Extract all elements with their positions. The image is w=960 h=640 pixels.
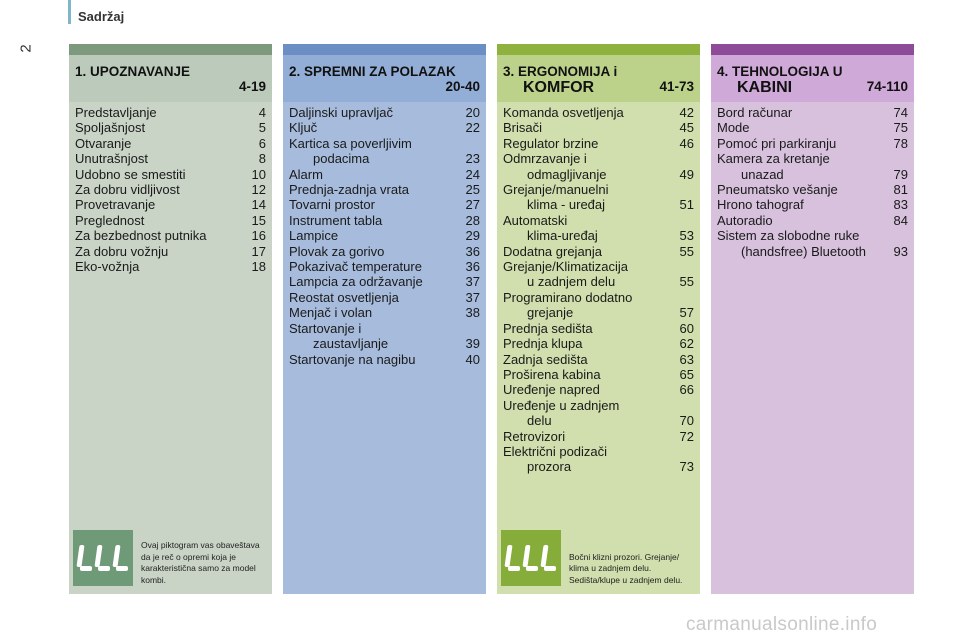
toc-entry[interactable]: [503, 336, 694, 351]
toc-entry-label-line1: Spoljašnjost: [75, 120, 146, 136]
toc-entry-label-line1: Preglednost: [75, 212, 145, 228]
toc-entry-page: 45: [679, 120, 694, 136]
section-ergonomija-i-komfor: [497, 44, 700, 594]
toc-entry[interactable]: [503, 382, 694, 397]
toc-entry-label: [289, 321, 458, 352]
toc-entry-label-line1: Ključ: [289, 120, 318, 136]
toc-entry-label: [75, 136, 244, 151]
toc-entry[interactable]: [503, 182, 694, 213]
toc-entry-label: [289, 105, 458, 120]
toc-entry-page: 81: [893, 182, 908, 198]
toc-entry-label: [717, 136, 886, 151]
toc-entry-label: [289, 290, 458, 305]
toc-entry[interactable]: [75, 167, 266, 182]
toc-entry-label-line1: Kamera za kretanje: [717, 151, 830, 167]
toc-list: [283, 102, 486, 367]
toc-entry[interactable]: [503, 367, 694, 382]
toc-entry[interactable]: [75, 228, 266, 243]
toc-entry[interactable]: [717, 228, 908, 259]
toc-entry-label-line1: Lampcia za održavanje: [289, 274, 423, 290]
toc-entry-label-line1: Menjač i volan: [289, 305, 373, 321]
toc-entry-page: 63: [679, 351, 694, 367]
toc-entry-page: 28: [465, 212, 480, 228]
toc-entry[interactable]: [75, 197, 266, 212]
toc-entry-label-line1: Prednja-zadnja vrata: [289, 182, 409, 198]
toc-entry-page: 93: [893, 243, 908, 259]
page-title: Sadržaj: [78, 9, 125, 24]
toc-entry[interactable]: [717, 136, 908, 151]
toc-entry-page: 36: [465, 243, 480, 259]
seats-pictogram-icon: [501, 530, 561, 586]
toc-entry-page: 55: [679, 243, 694, 259]
toc-entry-label-line1: Pneumatsko vešanje: [717, 182, 838, 198]
toc-entry-label-line1: Pomoć pri parkiranju: [717, 135, 837, 151]
toc-entry-label-line2: u zadnjem delu: [527, 274, 616, 290]
toc-entry-page: 5: [258, 120, 266, 136]
toc-entry-label-line1: Lampice: [289, 228, 339, 244]
toc-entry-label-line2: zaustavljanje: [313, 336, 389, 352]
toc-entry-label: [717, 213, 886, 228]
note-kombi: [73, 530, 263, 586]
toc-entry-label-line1: Pokazivač temperature: [289, 259, 422, 275]
toc-entry[interactable]: [75, 151, 266, 166]
toc-entry[interactable]: [289, 305, 480, 320]
toc-entry-page: 60: [679, 320, 694, 336]
toc-entry-label-line1: Grejanje/Klimatizacija: [503, 259, 628, 275]
toc-entry-page: 70: [679, 413, 694, 429]
toc-entry-label-line1: Instrument tabla: [289, 212, 383, 228]
page-number: 2: [17, 44, 35, 53]
toc-entry[interactable]: [503, 321, 694, 336]
toc-entry[interactable]: [503, 151, 694, 182]
toc-entry-page: 10: [251, 166, 266, 182]
toc-entry-page: 73: [679, 459, 694, 475]
section-color-strip: [711, 44, 914, 55]
toc-entry-page: 24: [465, 166, 480, 182]
toc-entry[interactable]: [75, 136, 266, 151]
toc-entry-label: [289, 167, 458, 182]
section-upoznavanje: [69, 44, 272, 594]
toc-entry-label: [717, 120, 886, 135]
watermark-text: carmanualsonline.info: [686, 614, 878, 635]
toc-entry-label-line2: podacima: [313, 151, 370, 167]
toc-entry[interactable]: [75, 105, 266, 120]
toc-entry-label-line1: Reostat osvetljenja: [289, 289, 399, 305]
toc-entry-page: 51: [679, 197, 694, 213]
section-title[interactable]: [283, 55, 486, 102]
toc-entry-label: [289, 182, 458, 197]
toc-entry-label-line2: klima - uređaj: [527, 197, 606, 213]
toc-entry-page: 40: [465, 351, 480, 367]
section-title[interactable]: [69, 55, 272, 102]
toc-entry-page: 55: [679, 274, 694, 290]
toc-entry[interactable]: [503, 398, 694, 429]
toc-entry-label-line1: Startovanje i: [289, 320, 362, 336]
toc-entry-page: 8: [258, 151, 266, 167]
toc-entry-label: [289, 213, 458, 228]
toc-entry-label: [503, 367, 672, 382]
section-title-text-line2: KABINI: [737, 79, 793, 96]
toc-entry[interactable]: [289, 136, 480, 167]
toc-entry[interactable]: [289, 259, 480, 274]
note-text: Ovaj piktogram vas obaveštava da je reč o opremi koja je karakteristična samo za model kombi.: [141, 540, 260, 585]
toc-entry[interactable]: [75, 182, 266, 197]
toc-entry[interactable]: [717, 151, 908, 182]
toc-entry-label: [289, 274, 458, 289]
toc-list: [711, 102, 914, 259]
toc-entry-label-line1: Eko-vožnja: [75, 259, 140, 275]
toc-entry-page: 16: [251, 228, 266, 244]
toc-entry[interactable]: [503, 259, 694, 290]
toc-entry-label: [75, 182, 244, 197]
section-page-range: 74-110: [866, 79, 908, 94]
toc-entry[interactable]: [717, 197, 908, 212]
toc-entry-label: [503, 382, 672, 397]
toc-entry[interactable]: [503, 429, 694, 444]
section-spremni-za-polazak: [283, 44, 486, 594]
toc-entry-page: 37: [465, 289, 480, 305]
toc-entry[interactable]: [503, 136, 694, 151]
toc-entry-page: 75: [893, 120, 908, 136]
toc-entry-label-line2: grejanje: [527, 305, 574, 321]
toc-entry-page: 18: [251, 259, 266, 275]
toc-entry-label: [503, 336, 672, 351]
toc-entry-label: [289, 197, 458, 212]
toc-entry[interactable]: [717, 182, 908, 197]
section-color-strip: [69, 44, 272, 55]
toc-entry-label-line1: Prednja klupa: [503, 336, 583, 352]
toc-entry-label-line1: Dodatna grejanja: [503, 243, 603, 259]
toc-entry-page: 29: [465, 228, 480, 244]
toc-entry-label: [75, 197, 244, 212]
toc-entry-label-line1: Automatski: [503, 212, 568, 228]
toc-entry-label: [503, 151, 672, 182]
section-page-range: 20-40: [445, 79, 480, 94]
toc-entry-page: 39: [465, 336, 480, 352]
toc-entry-label: [289, 305, 458, 320]
section-title-text-line2: KOMFOR: [523, 79, 595, 96]
toc-entry-page: 57: [679, 305, 694, 321]
toc-entry-label-line2: klima-uređaj: [527, 228, 598, 244]
toc-entry-label: [289, 244, 458, 259]
toc-entry[interactable]: [289, 228, 480, 243]
section-tehnologija-u-kabini: [711, 44, 914, 594]
toc-entry-label: [717, 197, 886, 212]
toc-entry-page: 37: [465, 274, 480, 290]
section-title[interactable]: [497, 55, 700, 102]
toc-entry-page: 66: [679, 382, 694, 398]
seats-pictogram-icon: [73, 530, 133, 586]
toc-entry-label-line1: Autoradio: [717, 212, 773, 228]
toc-entry[interactable]: [503, 244, 694, 259]
toc-entry-page: 23: [465, 151, 480, 167]
toc-entry-label-line1: Unutrašnjost: [75, 151, 148, 167]
toc-entry-page: 78: [893, 135, 908, 151]
toc-entry[interactable]: [75, 120, 266, 135]
toc-entry-label-line1: Programirano dodatno: [503, 289, 633, 305]
section-color-strip: [497, 44, 700, 55]
toc-entry-label-line1: Zadnja sedišta: [503, 351, 588, 367]
toc-entry-page: 25: [465, 182, 480, 198]
toc-entry-label: [289, 120, 458, 135]
toc-entry-label-line1: Mode: [717, 120, 750, 136]
toc-entry-label: [503, 136, 672, 151]
toc-entry-label-line2: prozora: [527, 459, 572, 475]
toc-entry[interactable]: [289, 167, 480, 182]
section-page-range: 4-19: [238, 79, 266, 94]
toc-entry[interactable]: [75, 244, 266, 259]
toc-entry-label-line2: unazad: [741, 166, 784, 182]
toc-entry-label-line1: Uređenje u zadnjem: [503, 397, 620, 413]
toc-entry[interactable]: [717, 120, 908, 135]
toc-entry-page: 49: [679, 166, 694, 182]
section-page-range: 41-73: [659, 79, 694, 94]
toc-entry-label: [503, 444, 672, 475]
toc-entry-label: [289, 136, 458, 167]
section-color-strip: [283, 44, 486, 55]
toc-entry-label: [503, 213, 672, 244]
toc-entry[interactable]: [717, 213, 908, 228]
toc-entry-label: [75, 228, 244, 243]
toc-entry-label: [75, 259, 244, 274]
section-title-text: 3. ERGONOMIJA i: [503, 64, 618, 79]
toc-entry-label-line1: Sistem za slobodne ruke: [717, 228, 860, 244]
toc-entry-label-line1: Regulator brzine: [503, 135, 599, 151]
toc-entry-label: [503, 120, 672, 135]
toc-entry-page: 84: [893, 212, 908, 228]
toc-entry-label: [75, 244, 244, 259]
toc-entry-label: [75, 105, 244, 120]
toc-entry-page: 83: [893, 197, 908, 213]
section-title-text: 2. SPREMNI ZA POLAZAK: [289, 64, 456, 79]
toc-entry-page: 46: [679, 135, 694, 151]
toc-entry-label: [717, 228, 886, 259]
note-text: Bočni klizni prozori. Grejanje/ klima u zadnjem delu. Sedišta/klupe u zadnjem delu.: [569, 551, 683, 585]
toc-entry[interactable]: [289, 182, 480, 197]
toc-entry-page: 72: [679, 428, 694, 444]
toc-entry-page: 38: [465, 305, 480, 321]
toc-entry-label-line1: Tovarni prostor: [289, 197, 375, 213]
toc-entry[interactable]: [289, 274, 480, 289]
toc-entry-label-line1: Plovak za gorivo: [289, 243, 385, 259]
toc-entry[interactable]: [503, 213, 694, 244]
section-title[interactable]: [711, 55, 914, 102]
toc-entry-label-line1: Otvaranje: [75, 135, 132, 151]
toc-entry-label: [503, 321, 672, 336]
toc-entry-label-line1: Električni podizači: [503, 443, 608, 459]
toc-entry-label-line1: Za bezbednost putnika: [75, 228, 207, 244]
toc-entry-page: 74: [893, 105, 908, 120]
toc-entry-page: 14: [251, 197, 266, 213]
toc-entry-label: [503, 398, 672, 429]
toc-entry-label: [75, 120, 244, 135]
toc-entry-label: [503, 182, 672, 213]
toc-entry-label: [75, 213, 244, 228]
toc-entry-page: 79: [893, 166, 908, 182]
toc-entry-label-line1: Startovanje na nagibu: [289, 351, 416, 367]
toc-entry-page: 27: [465, 197, 480, 213]
toc-entry-label-line1: Proširena kabina: [503, 366, 601, 382]
toc-entry-page: 36: [465, 259, 480, 275]
toc-entry-label: [503, 244, 672, 259]
toc-entry-label: [289, 259, 458, 274]
toc-entry-label: [503, 352, 672, 367]
toc-entry-page: 62: [679, 336, 694, 352]
toc-entry-label: [503, 259, 672, 290]
toc-entry-label-line2: delu: [527, 413, 552, 429]
toc-entry-label-line1: Alarm: [289, 166, 323, 182]
toc-entry-label-line2: (handsfree) Bluetooth: [741, 243, 867, 259]
toc-entry[interactable]: [289, 213, 480, 228]
toc-entry-page: 6: [258, 135, 266, 151]
toc-entry-label: [717, 151, 886, 182]
toc-entry-label: [75, 151, 244, 166]
toc-entry[interactable]: [717, 105, 908, 120]
toc-entry[interactable]: [75, 213, 266, 228]
toc-entry-page: 20: [465, 105, 480, 120]
header-accent-bar: [68, 0, 71, 24]
toc-entry-label-line1: Brisači: [503, 120, 543, 136]
toc-entry[interactable]: [289, 290, 480, 305]
toc-entry-label-line1: Za dobru vožnju: [75, 243, 169, 259]
toc-entry-label: [717, 182, 886, 197]
toc-entry-label-line1: Udobno se smestiti: [75, 166, 186, 182]
section-title-text: 4. TEHNOLOGIJA U: [717, 64, 843, 79]
toc-entry-page: 17: [251, 243, 266, 259]
toc-entry[interactable]: [503, 120, 694, 135]
note-rear-equipment: [501, 530, 691, 586]
toc-entry-label: [289, 228, 458, 243]
toc-entry-label: [75, 167, 244, 182]
toc-entry-label-line1: Retrovizori: [503, 428, 566, 444]
toc-entry[interactable]: [503, 105, 694, 120]
toc-entry[interactable]: [75, 259, 266, 274]
toc-entry-label-line1: Za dobru vidljivost: [75, 182, 180, 198]
toc-entry-page: 12: [251, 182, 266, 198]
toc-entry[interactable]: [503, 290, 694, 321]
toc-entry[interactable]: [503, 444, 694, 475]
toc-entry-label-line1: Komanda osvetljenja: [503, 105, 624, 120]
toc-entry[interactable]: [503, 352, 694, 367]
toc-entry-label-line1: Grejanje/manuelni: [503, 182, 609, 198]
toc-entry-page: 4: [258, 105, 266, 120]
toc-entry-label-line1: Odmrzavanje i: [503, 151, 587, 167]
toc-entry-label-line1: Uređenje napred: [503, 382, 600, 398]
toc-entry[interactable]: [289, 120, 480, 135]
toc-entry-page: 22: [465, 120, 480, 136]
toc-entry-label-line1: Prednja sedišta: [503, 320, 593, 336]
toc-entry-label: [717, 105, 886, 120]
toc-entry[interactable]: [289, 197, 480, 212]
toc-entry-label-line1: Kartica sa poverljivim: [289, 135, 412, 151]
toc-entry-label: [503, 105, 672, 120]
toc-entry-label-line1: Hrono tahograf: [717, 197, 804, 213]
toc-entry-page: 42: [679, 105, 694, 120]
toc-entry[interactable]: [289, 321, 480, 352]
toc-entry-label: [289, 352, 458, 367]
toc-entry-label-line2: odmagljivanje: [527, 166, 607, 182]
toc-entry-label-line1: Provetravanje: [75, 197, 156, 213]
toc-entry-label-line1: Predstavljanje: [75, 105, 157, 120]
toc-entry-label: [503, 429, 672, 444]
toc-list: [69, 102, 272, 274]
toc-entry[interactable]: [289, 105, 480, 120]
toc-entry-page: 53: [679, 228, 694, 244]
toc-entry-page: 65: [679, 366, 694, 382]
toc-entry-page: 15: [251, 212, 266, 228]
toc-entry-label-line1: Bord računar: [717, 105, 793, 120]
toc-entry-label: [503, 290, 672, 321]
section-title-text: 1. UPOZNAVANJE: [75, 64, 191, 79]
toc-entry-label-line1: Daljinski upravljač: [289, 105, 394, 120]
toc-entry[interactable]: [289, 244, 480, 259]
toc-entry[interactable]: [289, 352, 480, 367]
toc-list: [497, 102, 700, 475]
